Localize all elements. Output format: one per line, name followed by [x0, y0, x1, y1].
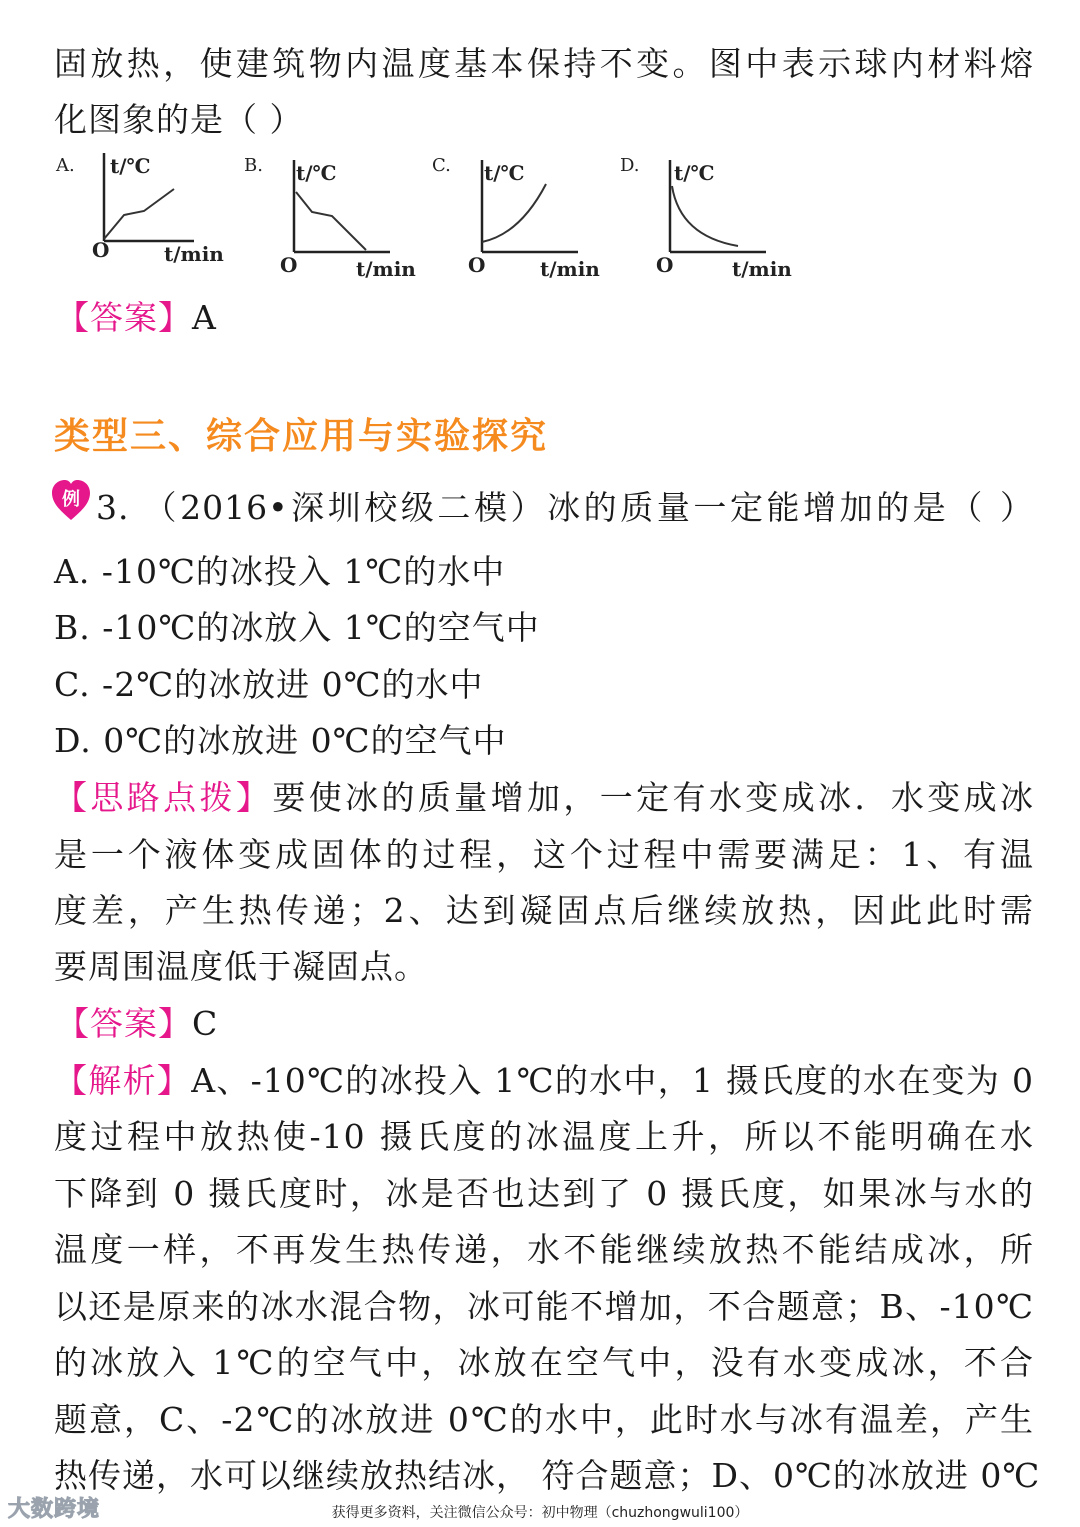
graph-b-origin: O	[280, 253, 298, 277]
analysis-line-6: 的冰放入 1℃的空气中，冰放在空气中，没有水变成冰，不合	[54, 1343, 1034, 1382]
intro-line-1: 固放热，使建筑物内温度基本保持不变。图中表示球内材料熔	[54, 44, 1034, 83]
analysis-line-3: 下降到 0 摄氏度时，冰是否也达到了 0 摄氏度，如果冰与水的	[54, 1174, 1034, 1213]
answer-1-value: A	[192, 298, 217, 337]
hint-line-1	[54, 778, 1034, 818]
graph-b-y-axis-label: t/℃	[296, 161, 337, 185]
graph-d-label: D.	[620, 155, 640, 176]
hint-line-3: 度差，产生热传递；2、达到凝固点后继续放热，因此此时需	[54, 891, 1034, 930]
graph-c-origin: O	[468, 253, 486, 277]
graph-b-x-axis-label: t/min	[356, 257, 416, 281]
option-d: D. 0℃的冰放进 0℃的空气中	[54, 721, 507, 760]
answer-1	[56, 298, 1036, 338]
answer-2	[56, 1004, 1036, 1044]
analysis-line-1	[54, 1061, 1034, 1101]
footer-note: 获得更多资料，关注微信公众号：初中物理（chuzhongwuli100）	[331, 1505, 749, 1521]
graph-a-x-axis-label: t/min	[164, 242, 224, 266]
graph-a-origin: O	[92, 238, 110, 262]
option-b: B. -10℃的冰放入 1℃的空气中	[54, 608, 540, 647]
graph-d-y-axis-label: t/℃	[674, 161, 715, 185]
question-stem: 3. （2016•深圳校级二模）冰的质量一定能增加的是（ ）	[96, 488, 1034, 527]
graph-a	[82, 145, 232, 270]
analysis-tag: 【解析】	[54, 1061, 192, 1100]
analysis-line-4: 温度一样，不再发生热传递，水不能继续放热不能结成冰，所	[54, 1230, 1034, 1269]
example-badge-text: 例	[62, 489, 80, 510]
intro-line-2: 化图象的是（ ）	[54, 100, 304, 139]
hint-tag: 【思路点拨】	[54, 778, 273, 817]
graph-c-label: C.	[432, 155, 451, 176]
graph-d-origin: O	[656, 253, 674, 277]
example-badge-icon	[48, 476, 94, 522]
graph-d	[648, 152, 798, 282]
hint-line-4: 要周围温度低于凝固点。	[54, 947, 428, 986]
hint-line-2: 是一个液体变成固体的过程，这个过程中需要满足：1、有温	[54, 835, 1034, 874]
section-heading: 类型三、综合应用与实验探究	[54, 416, 549, 457]
analysis-line-5: 以还是原来的冰水混合物，冰可能不增加，不合题意；B、-10℃	[54, 1287, 1034, 1326]
answer-2-value: C	[192, 1004, 219, 1043]
watermark: 大数跨境	[8, 1497, 101, 1522]
answer-2-tag: 【答案】	[56, 1004, 192, 1043]
graph-d-x-axis-label: t/min	[732, 257, 792, 281]
hint-text-1: 要使冰的质量增加，一定有水变成冰．水变成冰	[272, 778, 1035, 817]
analysis-text-1: A、-10℃的冰投入 1℃的水中，1 摄氏度的水在变为 0	[191, 1061, 1035, 1100]
answer-1-tag: 【答案】	[56, 298, 192, 337]
graph-c	[460, 152, 610, 282]
graph-b	[272, 152, 422, 282]
graph-a-label: A.	[56, 155, 75, 176]
graph-a-y-axis-label: t/℃	[110, 154, 151, 178]
graph-c-y-axis-label: t/℃	[484, 161, 525, 185]
option-a: A. -10℃的冰投入 1℃的水中	[54, 552, 506, 591]
graph-b-label: B.	[244, 155, 263, 176]
analysis-line-2: 度过程中放热使-10 摄氏度的冰温度上升，所以不能明确在水	[54, 1117, 1034, 1156]
graph-c-x-axis-label: t/min	[540, 257, 600, 281]
analysis-line-7: 题意，C、-2℃的冰放进 0℃的水中，此时水与冰有温差，产生	[54, 1400, 1034, 1439]
example-badge	[48, 476, 94, 522]
analysis-line-8: 热传递，水可以继续放热结冰， 符合题意；D、0℃的冰放进 0℃	[54, 1456, 1041, 1495]
option-c: C. -2℃的冰放进 0℃的水中	[54, 665, 484, 704]
